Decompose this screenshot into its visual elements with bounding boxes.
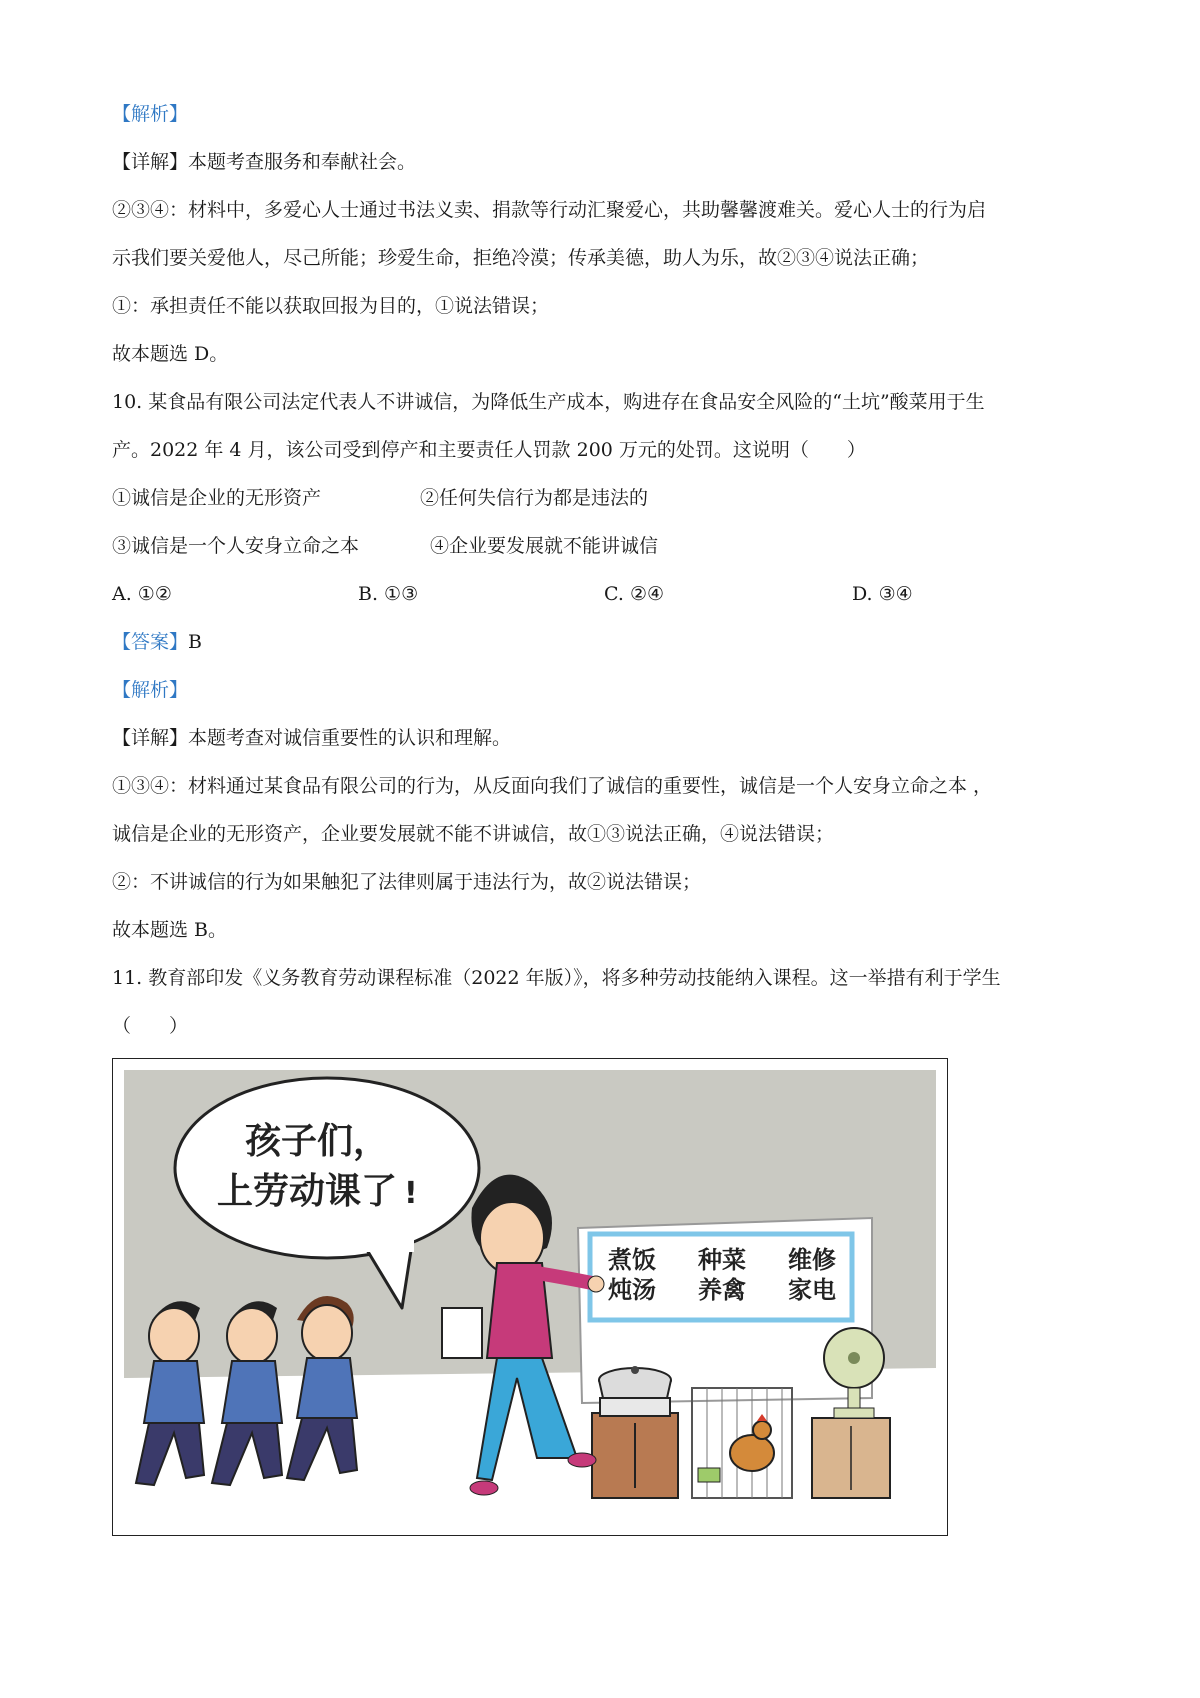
option-a: A. ①② <box>112 583 172 605</box>
answer-tag: 【答案】 <box>112 631 189 653</box>
answer-value: B <box>188 631 202 653</box>
board-item-plant: 种菜 <box>698 1246 746 1274</box>
board-item-cook: 煮饭 <box>608 1246 656 1274</box>
explanation-line: ①：承担责任不能以获取回报为目的，①说法错误； <box>112 295 550 317</box>
statement-3: ③诚信是一个人安身立命之本 <box>112 535 360 557</box>
speech-line-1: 孩子们， <box>244 1121 390 1162</box>
board-item-poultry: 养禽 <box>698 1276 746 1304</box>
explanation-line: 诚信是企业的无形资产，企业要发展就不能不讲诚信，故①③说法正确，④说法错误； <box>112 823 835 845</box>
statement-1: ①诚信是企业的无形资产 <box>112 487 322 509</box>
option-d: D. ③④ <box>852 583 913 605</box>
board-item-appliance: 家电 <box>788 1276 836 1304</box>
option-c: C. ②④ <box>604 583 665 605</box>
explanation-line: ②③④：材料中，多爱心人士通过书法义卖、捐款等行动汇聚爱心，共助馨馨渡难关。爱心人士的行为启 <box>112 199 987 221</box>
analysis-tag: 【解析】 <box>112 103 189 125</box>
answer-line <box>112 629 202 655</box>
speech-exclamation: ! <box>404 1176 418 1211</box>
question-stem: （ ） <box>112 1015 189 1037</box>
detail-line: 【详解】本题考查服务和奉献社会。 <box>112 151 417 173</box>
conclusion-line: 故本题选 B。 <box>112 919 228 941</box>
explanation-line: 示我们要关爱他人，尽己所能；珍爱生命，拒绝冷漠；传承美德，助人为乐，故②③④说法正确； <box>112 247 930 269</box>
question-stem: 10. 某食品有限公司法定代表人不讲诚信，为降低生产成本，购进存在食品安全风险的“土坑”酸菜用于生 <box>112 391 985 413</box>
detail-line: 【详解】本题考查对诚信重要性的认识和理解。 <box>112 727 512 749</box>
speech-line-2: 上劳动课了 <box>216 1171 398 1212</box>
option-b: B. ①③ <box>358 583 419 605</box>
labor-class-illustration <box>112 1058 948 1536</box>
analysis-tag: 【解析】 <box>112 679 189 701</box>
statement-2: ②任何失信行为都是违法的 <box>420 487 649 509</box>
conclusion-line: 故本题选 D。 <box>112 343 229 365</box>
explanation-line: ②：不讲诚信的行为如果触犯了法律则属于违法行为，故②说法错误； <box>112 871 702 893</box>
question-stem: 产。2022 年 4 月，该公司受到停产和主要责任人罚款 200 万元的处罚。这说明（ ） <box>112 439 866 461</box>
statement-4: ④企业要发展就不能讲诚信 <box>430 535 659 557</box>
board-item-repair: 维修 <box>788 1246 836 1274</box>
stove-with-pot <box>592 1366 678 1498</box>
question-stem: 11. 教育部印发《义务教育劳动课程标准（2022 年版）》，将多种劳动技能纳入课程。这一举措有利于学生 <box>112 967 1001 989</box>
explanation-line: ①③④：材料通过某食品有限公司的行为，从反面向我们了诚信的重要性，诚信是一个人安身立命之本 ， <box>112 775 993 797</box>
board-item-soup: 炖汤 <box>608 1276 656 1304</box>
